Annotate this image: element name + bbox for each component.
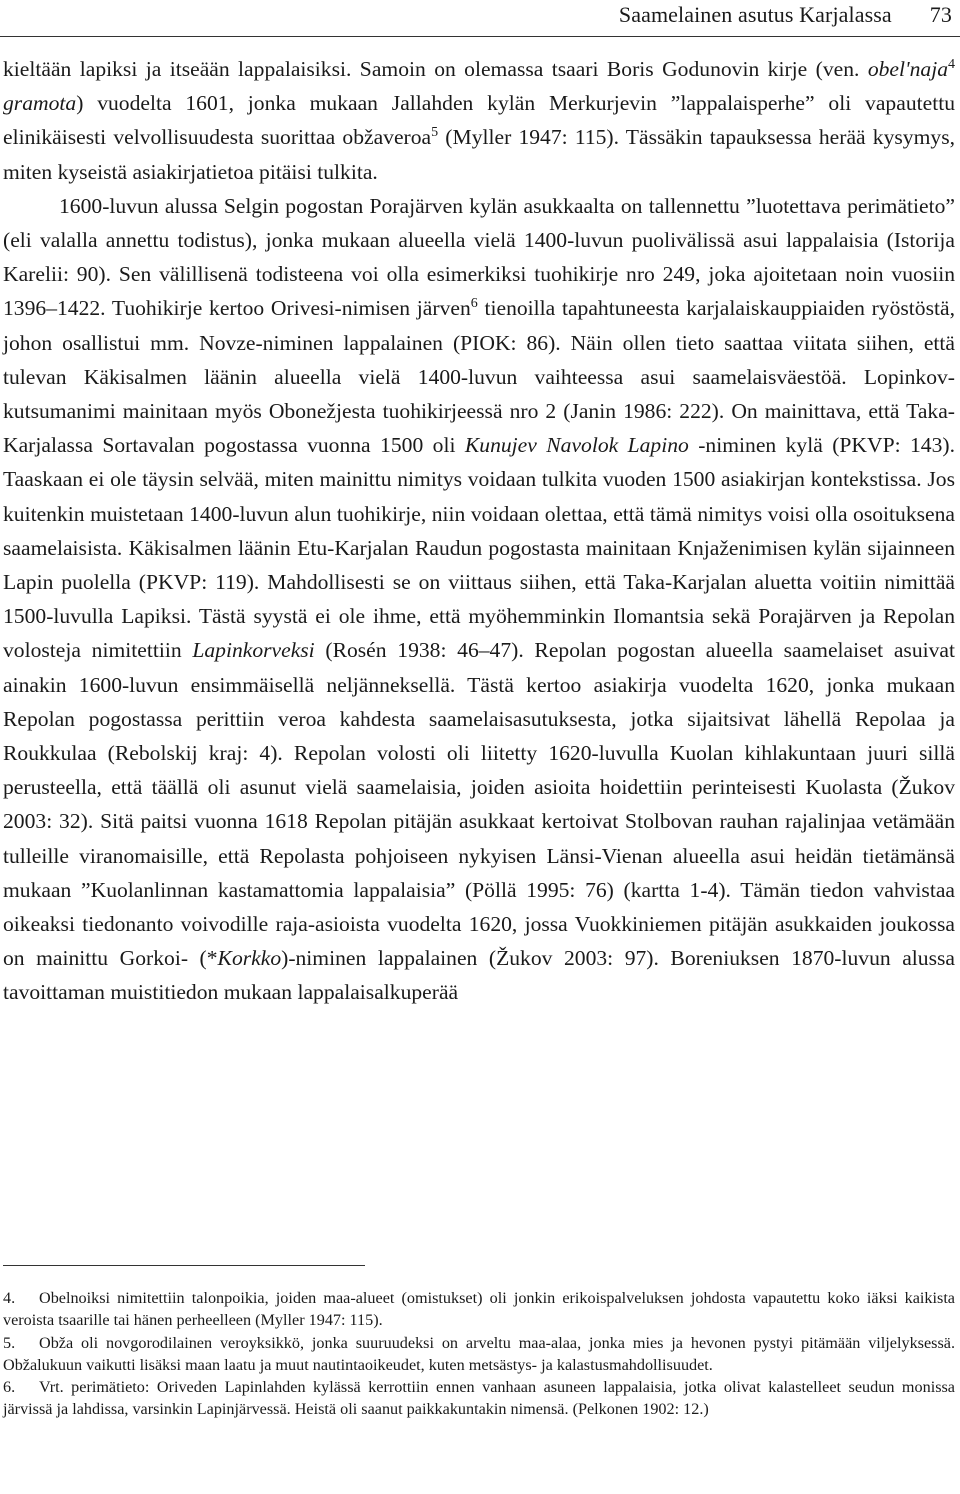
footnote-ref-4: 4 <box>948 57 955 72</box>
footnote-number: 5. <box>3 1333 16 1352</box>
footnote-ref-5: 5 <box>431 125 439 141</box>
footnote-text: Obelnoiksi nimitettiin talonpoikia, joiden maa-alueet (omistukset) oli jonkin erikoispalveluksen johdosta vapautettu koko iäksi kaikista veroista tsaarille tai hänen perheelleen (Myller 1947: 115). <box>3 1289 955 1330</box>
footnote-text: Obža oli novgorodilainen veroyksikkö, jonka suuruudeksi on arveltu maa-alaa, jonka mies ja hevonen pystyi pitämään viljelyksessä. Obžalukuun vaikutti lisäksi maan laatu ja muut nautintaoikeudet, kuten metsästys- ja kalastusmahdollisuudet. <box>3 1333 955 1374</box>
footnote <box>3 1287 955 1332</box>
body-text <box>3 52 955 1010</box>
paragraph-1: kieltään lapiksi ja itseään lappalaisiksi. Samoin on olemassa tsaari Boris Godunovin kirje (ven. obel'naja$^4$ gramota) vuodelta 1601, jonka mukaan Jallahden kylän Merkurjevin ”lappalaisperhe” oli vapautettu elinikäisesti velvollisuudesta suorittaa obžaveroa$^5$ (Myller 1947: 115). Tässäkin tapauksessa herää kysymys, miten kyseistä asiakirjatietoa pitäisi tulkita. <box>3 57 955 184</box>
footnote <box>3 1376 955 1421</box>
header-rule <box>0 36 960 37</box>
footnote-ref-6: 6 <box>470 296 478 312</box>
footnote <box>3 1332 955 1377</box>
footnote-number: 6. <box>3 1378 16 1397</box>
header-title: Saamelainen asutus Karjalassa <box>618 2 892 27</box>
footnote-text: Vrt. perimätieto: Oriveden Lapinlahden kylässä kerrottiin ennen vanhaan asuneen lappalaisia, jotka olivat kalastelleet seudun monissa järvissä ja lahdissa, varsinkin Lapinjärvessä. Heistä oli saanut paikkakuntakin nimensä. (Pelkonen 1902: 12.) <box>3 1378 955 1419</box>
footnote-number: 4. <box>3 1289 16 1307</box>
paragraph-2: 1600-luvun alussa Selgin pogostan Porajärven kylän asukkaalta on tallennettu ”luotettava perimätieto” (eli valalla annettu todistus), jonka mukaan alueella vielä 1400-luvun puolivälissä asui lappalaisia (Istorija Karelii: 90). Sen välillisenä todisteena voi olla esimerkiksi tuohikirje nro 249, joka ajoitetaan noin vuosiin 1396–1422. Tuohikirje kertoo Orivesi-nimisen järven$^6$ tienoilla tapahtuneesta karjalaiskauppiaiden ryöstöstä, johon osallistui mm. Novze-niminen lappalainen (PIOK: 86). Näin ollen tieto saattaa viitata siihen, että tulevan Käkisalmen läänin alueella vielä 1400-luvun vaihteessa asui saamelaisväestöä. Lopinkov-kutsumanimi mainitaan myös Obonežjesta tuohikirjeessä nro 2 (Janin 1986: 222). On mainittava, että Taka-Karjalassa Sortavalan pogostassa vuonna 1500 oli Kunujev Navolok Lapino -niminen kylä (PKVP: 143). Taaskaan ei ole täysin selvää, miten mainittu nimitys voidaan tulkita vuoden 1500 asiakirjan kontekstissa. Jos kuitenkin muistetaan 1400-luvun alun tuohikirje, niin voidaan olettaa, että tämä nimitys voisi olla osoituksena saamelaisista. Käkisalmen läänin Etu-Karjalan Raudun pogostasta mainitaan Knjaženimisen kylän sijainneen Lapin puolella (PKVP: 119). Mahdollisesti se on viittaus siihen, että Taka-Karjalan aluetta voitiin nimittää 1500-luvulla Lapiksi. Tästä syystä ei ole ihme, että myöhemminkin Ilomantsia sekä Porajärven ja Repolan volosteja nimitettiin Lapinkorveksi (Rosén 1938: 46–47). Repolan pogostan alueella saamelaiset asuivat ainakin 1600-luvun ensimmäisellä neljänneksellä. Tästä kertoo asiakirja vuodelta 1620, jonka mukaan Repolan pogostassa perittiin veroa kahdesta saamelaisasutuksesta, jotka sijaitsivat lähellä Repolaa ja Roukkulaa (Rebolskij kraj: 4). Repolan volosti oli liitetty 1620-luvulla Kuolan kihlakuntaan juuri sillä perusteella, että täällä oli asunut vielä saamelaisia, joiden asioita hoidettiin perinteisesti Kuolasta (Žukov 2003: 32). Sitä paitsi vuonna 1618 Repolan pitäjän asukkaat kertoivat Stolbovan rauhan rajalinjaa vetämään tulleille viranomaisille, että Repolasta pohjoiseen nykyisen Länsi-Vienan alueella asui heidän tietämänsä mukaan ”Kuolanlinnan kastamattomia lappalaisia” (Pöllä 1995: 76) (kartta 1-4). Tämän tiedon vahvistaa oikeaksi tiedonanto voivodille raja-asioista vuodelta 1620, jossa Vuokkiniemen pitäjän asukkaiden joukossa on mainittu Gorkoi- (*Korkko)-niminen lappalainen (Žukov 2003: 97). Boreniuksen 1870-luvun alussa tavoittaman muistitiedon mukaan lappalaisalkuperää <box>3 193 955 1005</box>
page-number: 73 <box>929 2 952 27</box>
footnotes <box>3 1287 955 1421</box>
running-header <box>619 2 952 28</box>
footnote-rule <box>3 1265 365 1266</box>
